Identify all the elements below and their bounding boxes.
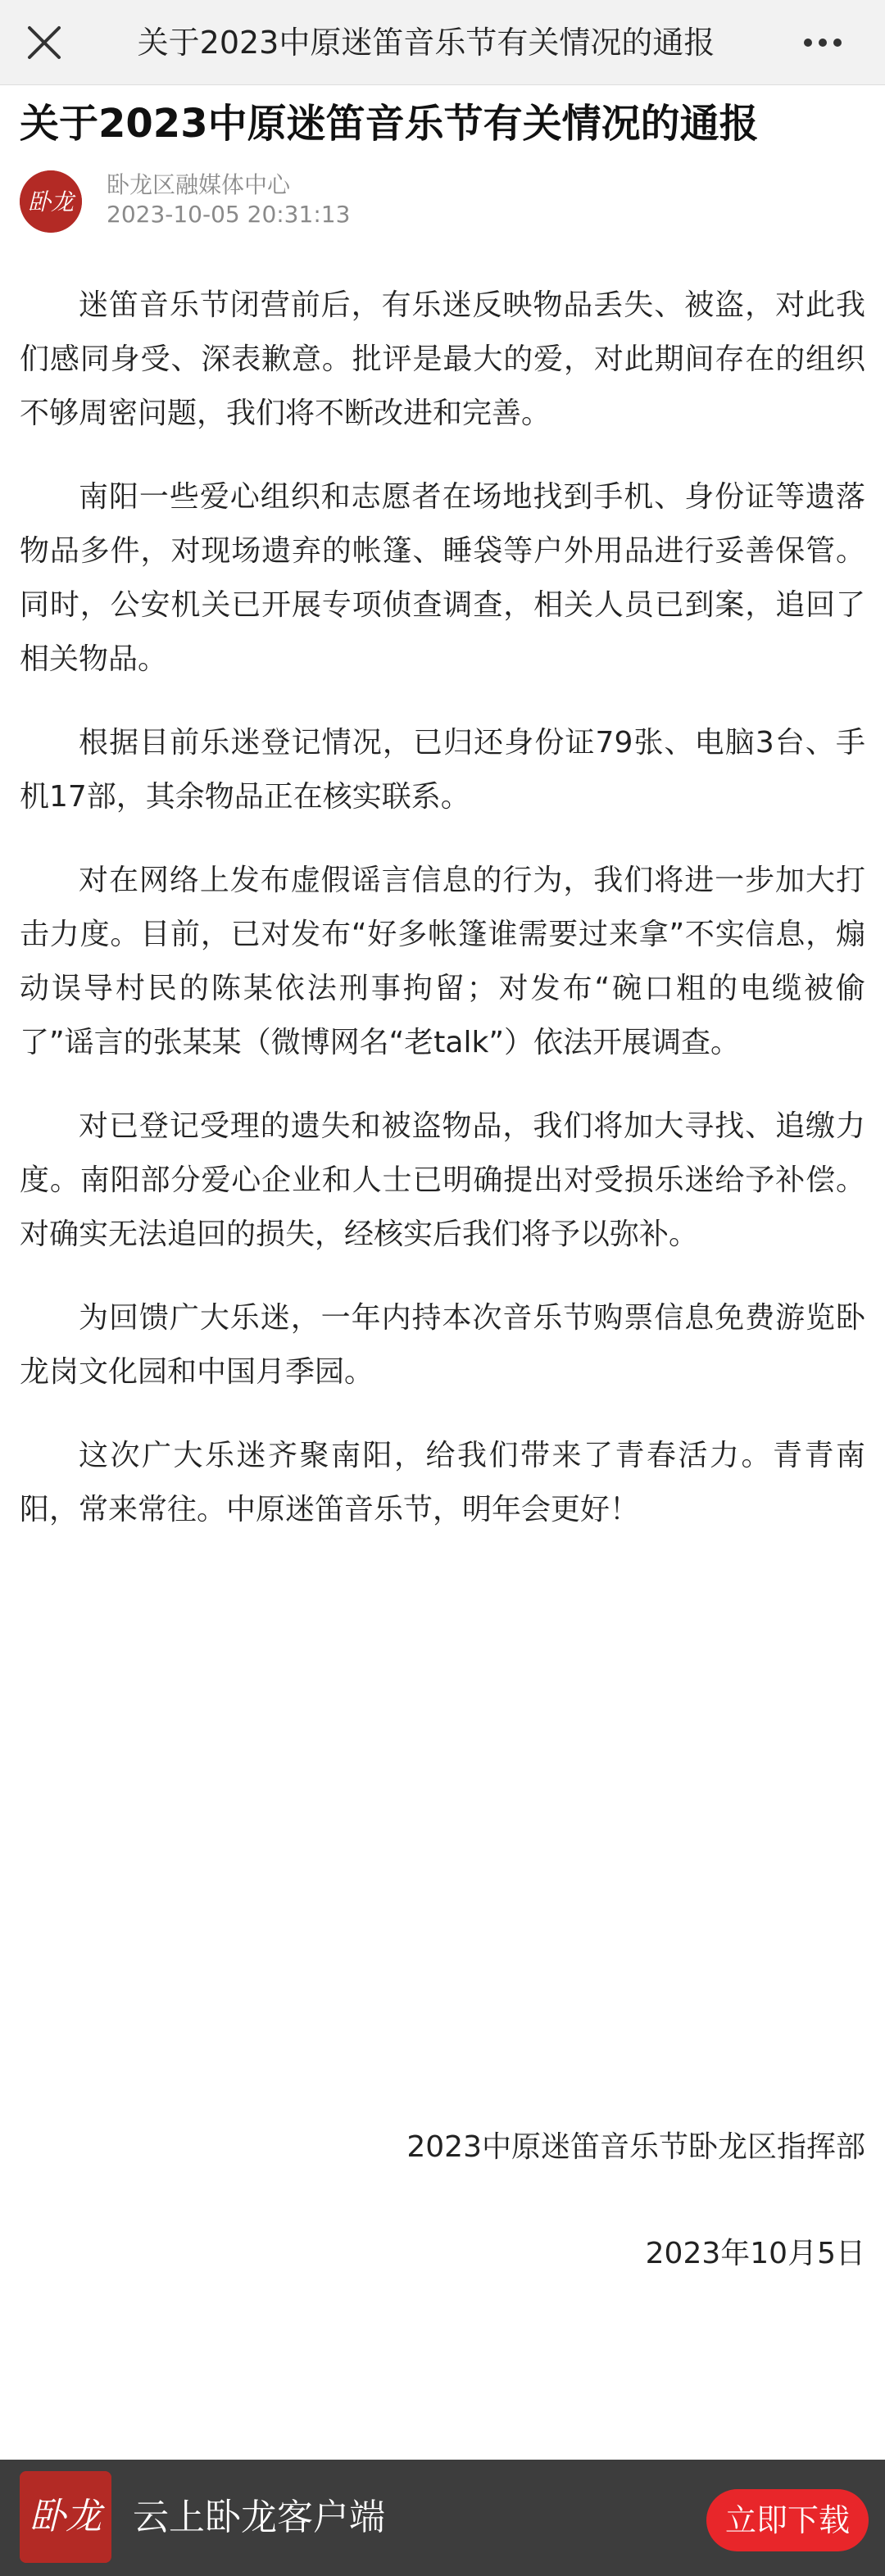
article-paragraph: 根据目前乐迷登记情况，已归还身份证79张、电脑3台、手机17部，其余物品正在核实联系。: [20, 726, 865, 814]
article-title: 关于2023中原迷笛音乐节有关情况的通报: [20, 101, 759, 147]
article-signature: 2023中原迷笛音乐节卧龙区指挥部: [406, 2130, 865, 2164]
app-logo: [20, 2471, 111, 2563]
app-download-banner[interactable]: [0, 2460, 885, 2576]
download-button[interactable]: 立即下载: [706, 2489, 869, 2551]
banner-logo-text: 卧龙: [30, 2496, 102, 2537]
more-dots-icon: [796, 16, 849, 69]
wolong-logo-icon: [20, 2471, 111, 2563]
app-name: 云上卧龙客户端: [133, 2497, 385, 2538]
publish-time: 2023-10-05 20:31:13: [107, 201, 351, 228]
close-button[interactable]: [18, 16, 70, 69]
more-options-button[interactable]: [796, 16, 849, 69]
wolong-logo-icon: [20, 170, 82, 233]
article-paragraph: 南阳一些爱心组织和志愿者在场地找到手机、身份证等遗落物品多件，对现场遗弃的帐篷、睡袋等户外用品进行妥善保管。同时，公安机关已开展专项侦查调查，相关人员已到案，追回了相关物品。: [20, 480, 865, 676]
top-navigation-bar: [0, 0, 885, 85]
article-paragraph: 对在网络上发布虚假谣言信息的行为，我们将进一步加大打击力度。目前，已对发布“好多帐篷谁需要过来拿”不实信息，煽动误导村民的陈某依法刑事拘留；对发布“碗口粗的电缆被偷了”谣言的张某某（微博网名“老talk”）依法开展调查。: [20, 864, 865, 1059]
article-paragraph: 迷笛音乐节闭营前后，有乐迷反映物品丢失、被盗，对此我们感同身受、深表歉意。批评是最大的爱，对此期间存在的组织不够周密问题，我们将不断改进和完善。: [20, 288, 865, 430]
author-name[interactable]: 卧龙区融媒体中心: [107, 171, 291, 198]
author-avatar[interactable]: [20, 170, 82, 233]
article-paragraph: 对已登记受理的遗失和被盗物品，我们将加大寻找、追缴力度。南阳部分爱心企业和人士已明确提出对受损乐迷给予补偿。对确实无法追回的损失，经核实后我们将予以弥补。: [20, 1109, 865, 1251]
article-body: [20, 279, 865, 1567]
author-logo-text: 卧龙: [27, 188, 75, 215]
close-icon: [18, 16, 70, 69]
topbar-title: 关于2023中原迷笛音乐节有关情况的通报: [137, 25, 715, 61]
article-date: 2023年10月5日: [645, 2237, 865, 2270]
article-paragraph: 为回馈广大乐迷，一年内持本次音乐节购票信息免费游览卧龙岗文化园和中国月季园。: [20, 1301, 865, 1389]
article-paragraph: 这次广大乐迷齐聚南阳，给我们带来了青春活力。青青南阳，常来常往。中原迷笛音乐节，明年会更好！: [20, 1439, 865, 1526]
